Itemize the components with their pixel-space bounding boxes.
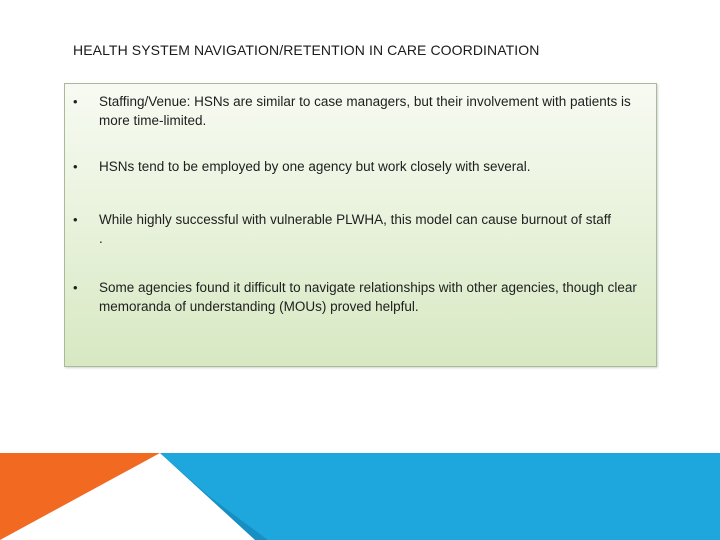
footer-orange-shape xyxy=(0,453,160,540)
bullet-text: Staffing/Venue: HSNs are similar to case managers, but their involvement with patients is more time-limited. xyxy=(99,94,631,128)
bullet-dot: • xyxy=(73,212,78,227)
bullet-trailing-dot: . xyxy=(99,231,103,246)
bullet-dot: • xyxy=(73,280,78,295)
slide-title: HEALTH SYSTEM NAVIGATION/RETENTION IN CARE COORDINATION xyxy=(73,42,540,58)
bullet-text: HSNs tend to be employed by one agency but work closely with several. xyxy=(99,159,531,174)
bullet-dot: • xyxy=(73,159,78,174)
content-box xyxy=(64,83,657,367)
bullet-text: Some agencies found it difficult to navigate relationships with other agencies, though clear memoranda of understanding (MOUs) proved helpful. xyxy=(99,280,637,314)
bullet-text: While highly successful with vulnerable PLWHA, this model can cause burnout of staff xyxy=(99,212,611,227)
footer-graphic xyxy=(0,453,720,540)
bullet-text-group xyxy=(99,210,644,248)
footer-decoration xyxy=(0,453,720,540)
bullet-dot: • xyxy=(73,94,78,109)
